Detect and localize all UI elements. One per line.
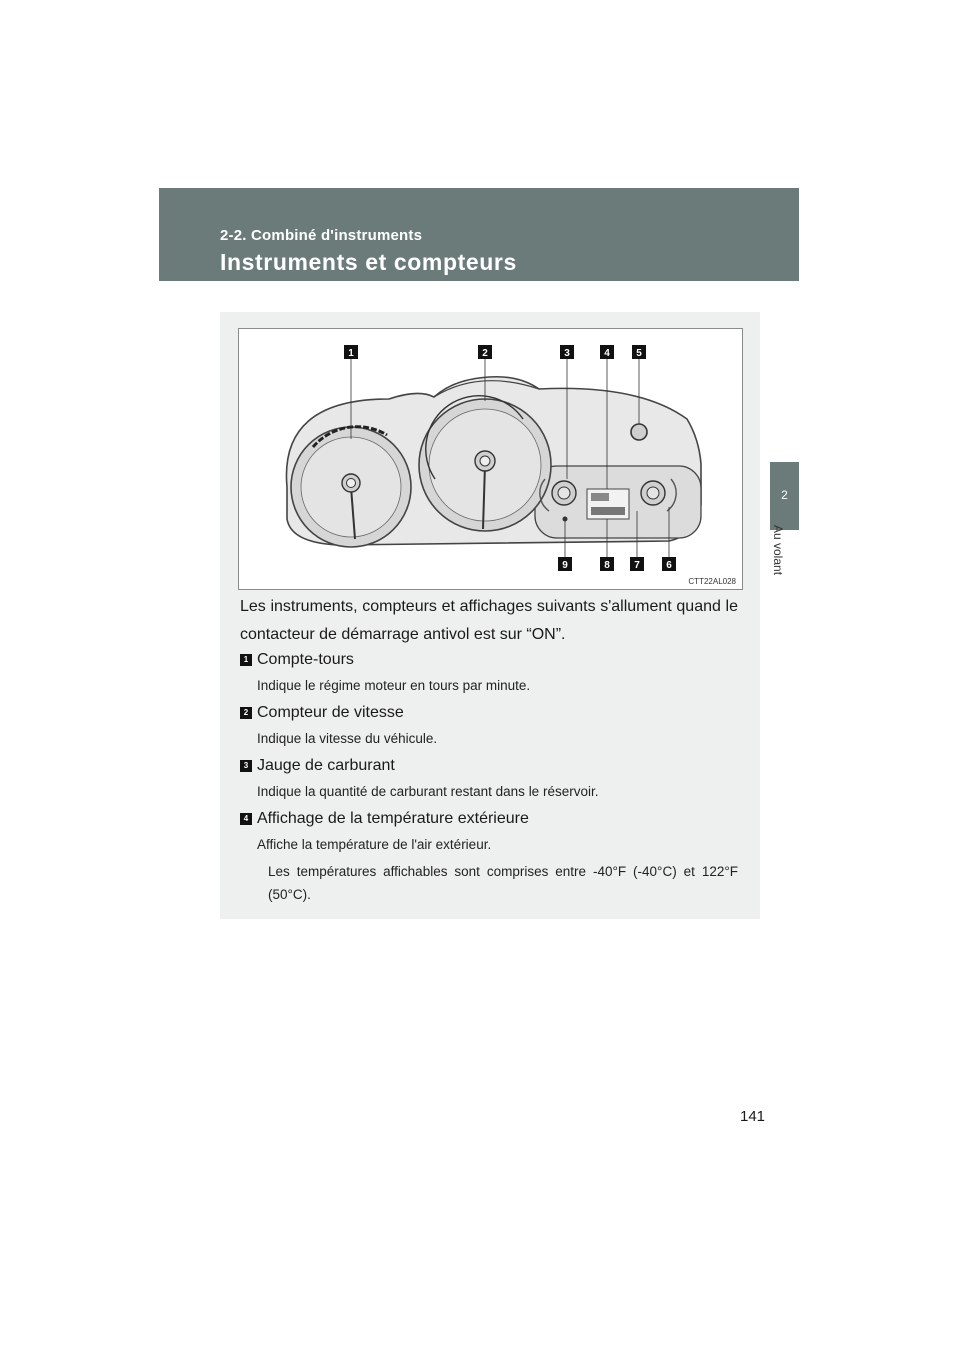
item-title: Compteur de vitesse <box>257 704 404 721</box>
item-description: Indique la quantité de carburant restant dans le réservoir. <box>257 784 599 799</box>
callout-label: 7 <box>634 560 640 571</box>
chapter-tab-label: Au volant <box>771 525 785 576</box>
item-description: Indique la vitesse du véhicule. <box>257 731 438 746</box>
callout-label: 8 <box>604 560 610 571</box>
callout-label: 5 <box>636 348 642 359</box>
page-number: 141 <box>740 1108 766 1125</box>
callout-label: 9 <box>562 560 568 571</box>
item-description: Affiche la température de l'air extérieur. <box>257 837 492 852</box>
instrument-cluster-figure <box>238 328 743 590</box>
item-number-badge: 3 <box>240 760 252 772</box>
callout-label: 4 <box>604 348 610 359</box>
callout-label: 3 <box>564 348 570 359</box>
intro-paragraph: Les instruments, compteurs et affichages suivants s'allument quand le contacteur de démarrage antivol est sur “ON”. <box>240 598 738 643</box>
item-title: Affichage de la température extérieure <box>257 810 529 827</box>
item-title: Jauge de carburant <box>257 757 395 774</box>
instrument-cluster-illustration <box>239 329 742 589</box>
item-number-badge: 1 <box>240 654 252 666</box>
section-title: 2-2. Combiné d'instruments <box>220 227 423 244</box>
figure-code: CTT22AL028 <box>688 577 736 586</box>
callout-label: 1 <box>348 348 354 359</box>
item-description: Indique le régime moteur en tours par minute. <box>257 678 531 693</box>
item-number-badge: 2 <box>240 707 252 719</box>
item-number-badge: 4 <box>240 813 252 825</box>
page-title: Instruments et compteurs <box>220 249 517 275</box>
item-title: Compte-tours <box>257 651 354 668</box>
chapter-tab-number: 2 <box>781 488 788 502</box>
temperature-range-note: Les températures affichables sont comprises entre -40°F (-40°C) et 122°F (50°C). <box>268 864 738 902</box>
callout-label: 2 <box>482 348 488 359</box>
callout-label: 6 <box>666 560 672 571</box>
